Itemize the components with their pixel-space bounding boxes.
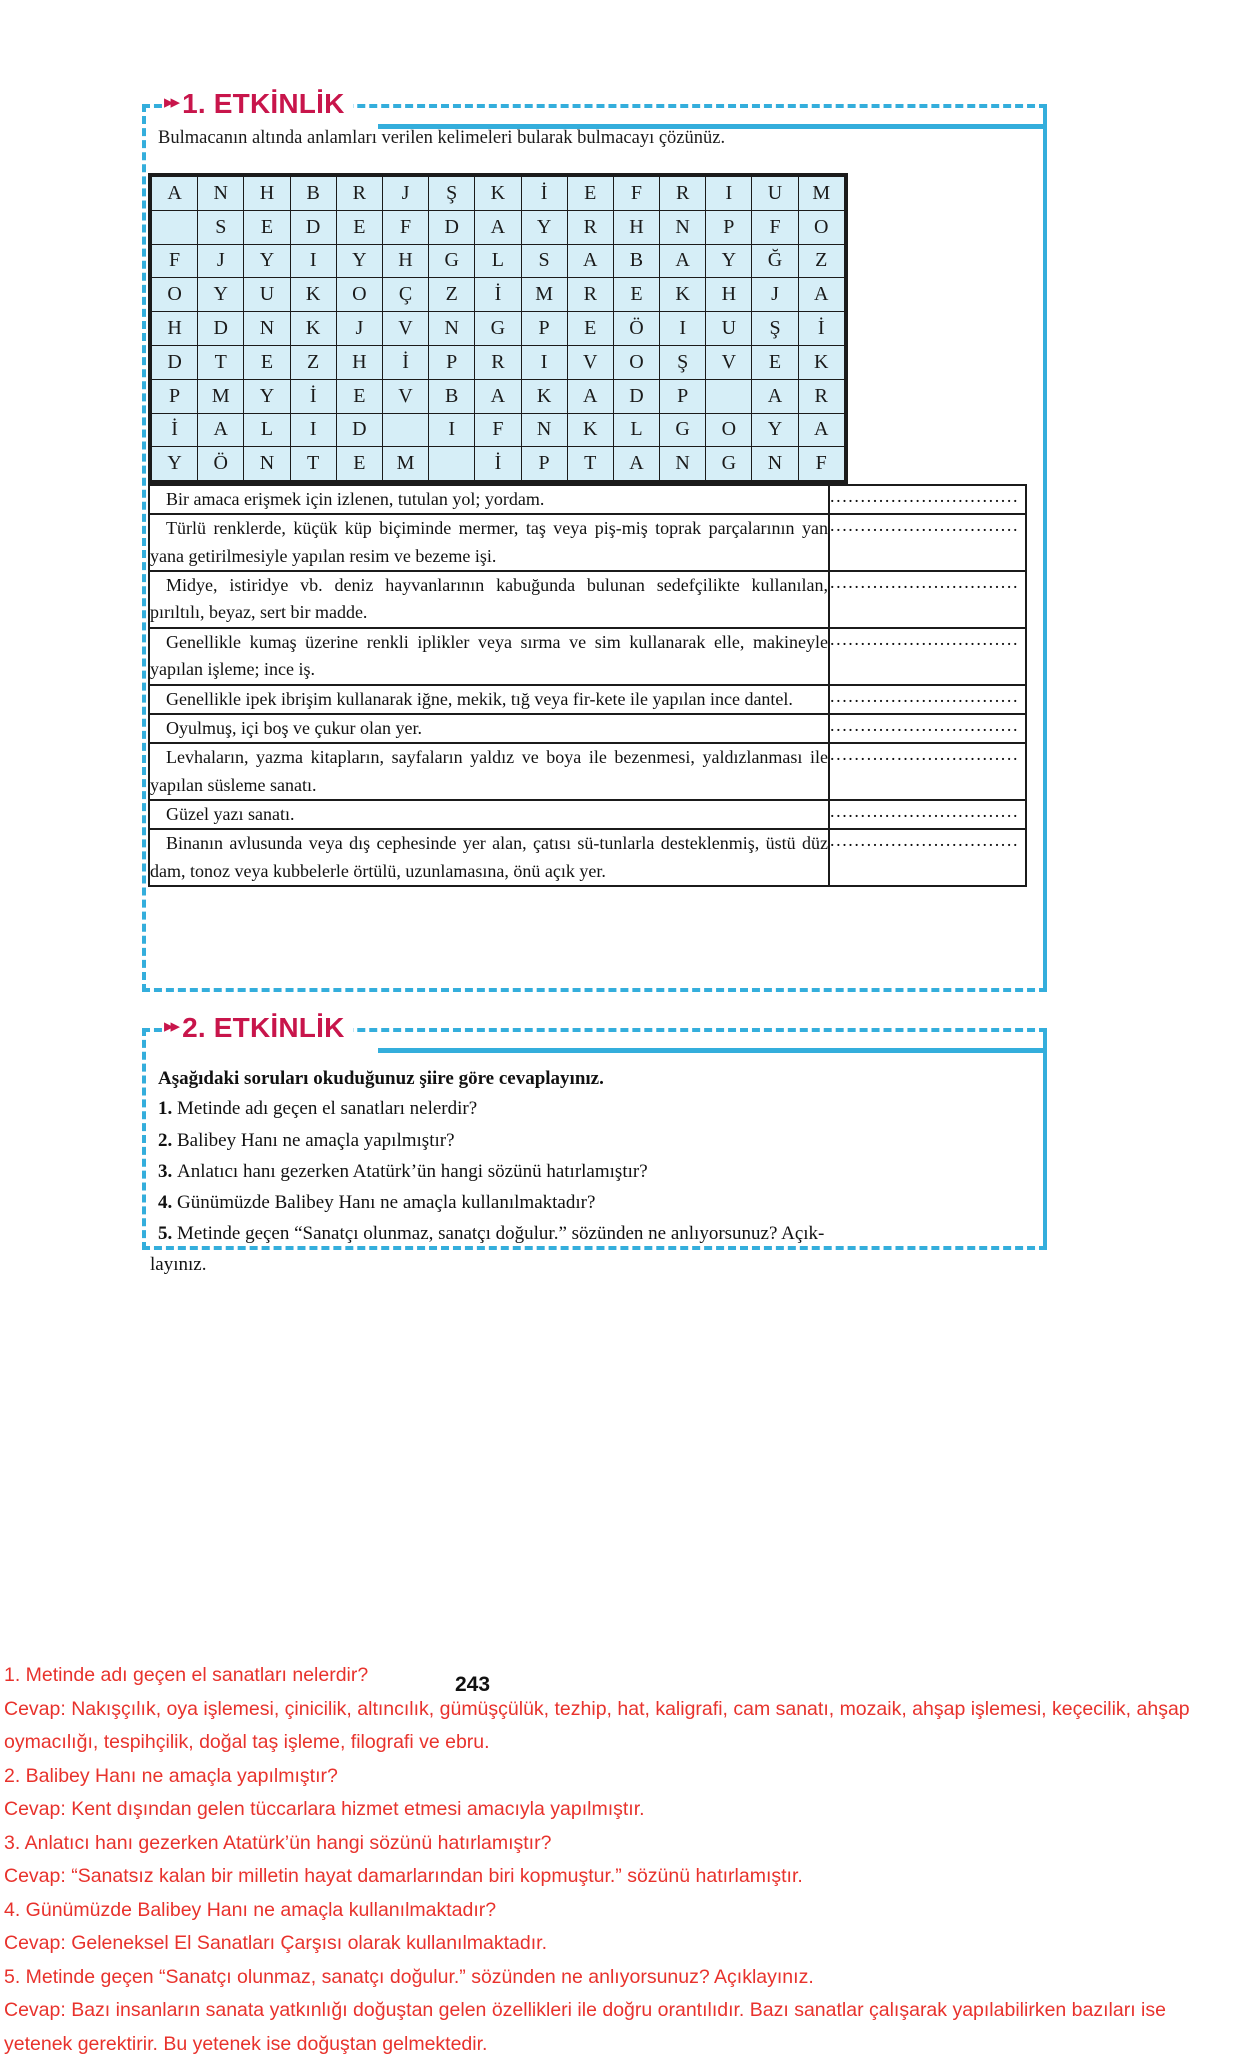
word-search-cell[interactable]: G: [475, 312, 521, 346]
word-search-cell[interactable]: E: [336, 210, 382, 244]
clue-row: [149, 628, 1026, 685]
word-search-cell[interactable]: E: [567, 312, 613, 346]
activity-1-header: [164, 82, 353, 126]
word-search-cell[interactable]: H: [613, 210, 659, 244]
activity-2-title: 2. ETKİNLİK: [182, 1012, 345, 1043]
word-search-cell[interactable]: O: [152, 278, 198, 312]
word-search-cell[interactable]: O: [336, 278, 382, 312]
word-search-row: [152, 177, 845, 211]
clue-definition: Midye, istiridye vb. deniz hayvanlarının kabuğunda bulunan sedefçilikte kullanılan, pırıltılı, beyaz, sert bir madde.: [149, 571, 829, 628]
clue-row: [149, 743, 1026, 800]
clue-definition: Genellikle kumaş üzerine renkli iplikler veya sırma ve sim kullanarak elle, makineyle yapılan işleme; ince iş.: [149, 628, 829, 685]
word-search-cell[interactable]: K: [290, 312, 336, 346]
word-search-row: [152, 278, 845, 312]
word-search-cell[interactable]: O: [706, 413, 752, 447]
word-search-cell[interactable]: L: [244, 413, 290, 447]
clue-table: [148, 484, 1027, 887]
question-text: Metinde adı geçen el sanatları nelerdir?: [177, 1098, 478, 1119]
word-search-cell[interactable]: Y: [706, 244, 752, 278]
clue-answer-blank[interactable]: ...............................: [829, 743, 1026, 800]
word-search-cell[interactable]: A: [567, 244, 613, 278]
clue-definition: Binanın avlusunda veya dış cephesinde yer alan, çatısı sü-tunlarla desteklenmiş, üstü düz dam, tonoz veya kubbelerle örtülü, uzunlamasına, önü açık yer.: [149, 829, 829, 886]
activity-1-frame-right-edge: [1043, 104, 1047, 992]
word-search-cell[interactable]: T: [198, 345, 244, 379]
word-search-cell[interactable]: H: [152, 312, 198, 346]
word-search-cell[interactable]: P: [521, 312, 567, 346]
activity-2-question: [158, 1192, 595, 1214]
word-search-cell[interactable]: Y: [152, 447, 198, 481]
word-search-cell[interactable]: D: [429, 210, 475, 244]
word-search-cell[interactable]: Y: [244, 379, 290, 413]
word-search-cell[interactable]: M: [521, 278, 567, 312]
question-text: Anlatıcı hanı gezerken Atatürk’ün hangi sözünü hatırlamıştır?: [177, 1161, 648, 1182]
word-search-cell[interactable]: S: [198, 210, 244, 244]
answer-key-line: Cevap: Geleneksel El Sanatları Çarşısı olarak kullanılmaktadır.: [4, 1932, 548, 1955]
word-search-cell[interactable]: Ğ: [752, 244, 798, 278]
word-search-cell[interactable]: A: [152, 177, 198, 211]
word-search-cell[interactable]: D: [198, 312, 244, 346]
word-search-cell[interactable]: D: [152, 345, 198, 379]
answer-key-line: Cevap: Nakışçılık, oya işlemesi, çinicilik, altıncılık, gümüşçülük, tezhip, hat, kaligrafi, cam sanatı, mozaik, ahşap işlemesi, keçecilik, ahşap oymacılığı, tespihçilik, doğal taş işleme, filografi ve ebru.: [4, 1697, 1190, 1754]
question-text: Balibey Hanı ne amaçla yapılmıştır?: [177, 1130, 455, 1151]
activity-1-title: 1. ETKİNLİK: [182, 88, 345, 119]
word-search-row: [152, 345, 845, 379]
word-search-cell[interactable]: I: [429, 413, 475, 447]
word-search-cell[interactable]: T: [290, 447, 336, 481]
word-search-grid[interactable]: [148, 173, 848, 484]
word-search-cell[interactable]: F: [475, 413, 521, 447]
word-search-cell[interactable]: G: [660, 413, 706, 447]
clue-answer-blank[interactable]: ...............................: [829, 514, 1026, 571]
answer-key-block: [4, 1659, 1236, 2061]
word-search-cell[interactable]: M: [382, 447, 428, 481]
clue-definition: Oyulmuş, içi boş ve çukur olan yer.: [149, 714, 829, 743]
word-search-cell[interactable]: V: [382, 379, 428, 413]
word-search-cell[interactable]: Y: [198, 278, 244, 312]
word-search-cell[interactable]: Ç: [382, 278, 428, 312]
question-number: 3.: [158, 1161, 177, 1182]
word-search-cell[interactable]: I: [706, 177, 752, 211]
word-search-cell[interactable]: L: [613, 413, 659, 447]
word-search-cell[interactable]: E: [336, 447, 382, 481]
word-search-cell[interactable]: T: [567, 447, 613, 481]
word-search-table[interactable]: [151, 176, 845, 481]
word-search-cell[interactable]: V: [567, 345, 613, 379]
word-search-row: [152, 447, 845, 481]
question-text: Metinde geçen “Sanatçı olunmaz, sanatçı doğulur.” sözünden ne anlıyorsunuz? Açık-: [177, 1223, 825, 1244]
word-search-cell[interactable]: R: [336, 177, 382, 211]
word-search-cell[interactable]: U: [244, 278, 290, 312]
answer-key-line: 2. Balibey Hanı ne amaçla yapılmıştır?: [4, 1764, 338, 1787]
word-search-cell[interactable]: G: [706, 447, 752, 481]
word-search-row: [152, 210, 845, 244]
page-number: 243: [455, 1673, 491, 1696]
word-search-cell[interactable]: A: [660, 244, 706, 278]
word-search-cell[interactable]: J: [198, 244, 244, 278]
clue-row: [149, 485, 1026, 514]
clue-answer-blank[interactable]: ...............................: [829, 685, 1026, 714]
word-search-cell[interactable]: N: [660, 447, 706, 481]
word-search-cell[interactable]: E: [244, 345, 290, 379]
question-text: layınız.: [150, 1254, 207, 1275]
word-search-cell[interactable]: A: [798, 413, 844, 447]
word-search-cell[interactable]: İ: [521, 177, 567, 211]
word-search-cell[interactable]: K: [660, 278, 706, 312]
word-search-cell[interactable]: İ: [475, 278, 521, 312]
clue-answer-blank[interactable]: ...............................: [829, 628, 1026, 685]
word-search-cell[interactable]: Ö: [198, 447, 244, 481]
word-search-cell[interactable]: P: [152, 379, 198, 413]
word-search-cell[interactable]: H: [382, 244, 428, 278]
activity-2-question: [158, 1098, 477, 1120]
question-number: 1.: [158, 1098, 177, 1119]
word-search-cell[interactable]: Ş: [429, 177, 475, 211]
word-search-cell[interactable]: D: [290, 210, 336, 244]
word-search-row: [152, 312, 845, 346]
word-search-cell[interactable]: E: [567, 177, 613, 211]
word-search-row: [152, 379, 845, 413]
word-search-cell[interactable]: Y: [336, 244, 382, 278]
clue-answer-blank[interactable]: ...............................: [829, 714, 1026, 743]
word-search-cell[interactable]: D: [336, 413, 382, 447]
word-search-cell[interactable]: N: [244, 447, 290, 481]
clue-row: [149, 829, 1026, 886]
question-number: 5.: [158, 1223, 177, 1244]
activity-2-question: [158, 1223, 824, 1245]
word-search-cell[interactable]: N: [244, 312, 290, 346]
word-search-cell[interactable]: R: [567, 278, 613, 312]
clue-definition: Güzel yazı sanatı.: [149, 800, 829, 829]
word-search-cell[interactable]: H: [244, 177, 290, 211]
word-search-cell[interactable]: M: [198, 379, 244, 413]
word-search-cell[interactable]: I: [290, 244, 336, 278]
word-search-cell[interactable]: Y: [521, 210, 567, 244]
word-search-cell[interactable]: İ: [290, 379, 336, 413]
word-search-cell[interactable]: I: [290, 413, 336, 447]
word-search-cell[interactable]: V: [382, 312, 428, 346]
word-search-cell[interactable]: I: [660, 312, 706, 346]
word-search-cell[interactable]: R: [567, 210, 613, 244]
word-search-cell[interactable]: E: [336, 379, 382, 413]
word-search-cell[interactable]: A: [198, 413, 244, 447]
word-search-cell[interactable]: N: [429, 312, 475, 346]
word-search-cell[interactable]: H: [706, 278, 752, 312]
word-search-cell[interactable]: D: [613, 379, 659, 413]
word-search-cell[interactable]: Z: [429, 278, 475, 312]
word-search-cell[interactable]: R: [798, 379, 844, 413]
word-search-cell[interactable]: N: [660, 210, 706, 244]
word-search-cell[interactable]: B: [290, 177, 336, 211]
clue-row: [149, 685, 1026, 714]
word-search-cell[interactable]: [706, 379, 752, 413]
clue-definition: Türlü renklerde, küçük küp biçiminde mermer, taş veya piş-miş toprak parçalarının yan yana getirilmesiyle yapılan resim ve bezeme işi.: [149, 514, 829, 571]
clue-row: [149, 571, 1026, 628]
word-search-cell[interactable]: B: [613, 244, 659, 278]
word-search-cell[interactable]: S: [521, 244, 567, 278]
word-search-cell[interactable]: O: [613, 345, 659, 379]
word-search-cell[interactable]: A: [613, 447, 659, 481]
answer-key-line: Cevap: “Sanatsız kalan bir milletin hayat damarlarından biri kopmuştur.” sözünü hatırlamıştır.: [4, 1865, 803, 1888]
word-search-cell[interactable]: U: [706, 312, 752, 346]
word-search-cell[interactable]: F: [382, 210, 428, 244]
word-search-cell[interactable]: E: [752, 345, 798, 379]
answer-key-line: 3. Anlatıcı hanı gezerken Atatürk’ün hangi sözünü hatırlamıştır?: [4, 1831, 552, 1854]
activity-2-frame-right-edge: [1043, 1028, 1047, 1250]
answer-key-line: 4. Günümüzde Balibey Hanı ne amaçla kullanılmaktadır?: [4, 1898, 497, 1921]
clue-row: [149, 800, 1026, 829]
activity-2-question: [158, 1161, 648, 1183]
word-search-cell[interactable]: Ş: [752, 312, 798, 346]
word-search-cell[interactable]: M: [798, 177, 844, 211]
word-search-cell[interactable]: I: [521, 345, 567, 379]
word-search-cell[interactable]: [382, 413, 428, 447]
word-search-cell[interactable]: P: [660, 379, 706, 413]
word-search-cell[interactable]: N: [521, 413, 567, 447]
answer-key-line: 1. Metinde adı geçen el sanatları nelerdir?: [4, 1664, 369, 1686]
word-search-cell[interactable]: İ: [475, 447, 521, 481]
word-search-cell[interactable]: V: [706, 345, 752, 379]
word-search-cell[interactable]: E: [244, 210, 290, 244]
double-arrow-icon: ▸▸: [164, 1015, 178, 1037]
answer-key-line: 5. Metinde geçen “Sanatçı olunmaz, sanatçı doğulur.” sözünden ne anlıyorsunuz? Açıklayınız.: [4, 1965, 814, 1988]
clue-answer-blank[interactable]: ...............................: [829, 571, 1026, 628]
word-search-cell[interactable]: K: [798, 345, 844, 379]
word-search-cell[interactable]: K: [521, 379, 567, 413]
activity-1-instruction: Bulmacanın altında anlamları verilen kelimeleri bularak bulmacayı çözünüz.: [158, 128, 726, 148]
clue-row: [149, 714, 1026, 743]
word-search-cell[interactable]: R: [660, 177, 706, 211]
word-search-cell[interactable]: A: [752, 379, 798, 413]
word-search-cell[interactable]: İ: [382, 345, 428, 379]
question-number: 2.: [158, 1130, 177, 1151]
word-search-cell[interactable]: H: [336, 345, 382, 379]
clue-definition: Genellikle ipek ibrişim kullanarak iğne, mekik, tığ veya fir-kete ile yapılan ince dantel.: [149, 685, 829, 714]
question-number: 4.: [158, 1192, 177, 1213]
word-search-cell[interactable]: J: [336, 312, 382, 346]
word-search-cell[interactable]: J: [382, 177, 428, 211]
word-search-cell[interactable]: F: [798, 447, 844, 481]
activity-2-title-rule: [378, 1048, 1047, 1053]
word-search-cell[interactable]: Ş: [660, 345, 706, 379]
word-search-cell[interactable]: K: [475, 177, 521, 211]
word-search-cell[interactable]: A: [798, 278, 844, 312]
word-search-cell[interactable]: Ö: [613, 312, 659, 346]
word-search-cell[interactable]: F: [613, 177, 659, 211]
word-search-cell[interactable]: L: [475, 244, 521, 278]
clue-answer-blank[interactable]: ...............................: [829, 829, 1026, 886]
word-search-cell[interactable]: Z: [798, 244, 844, 278]
word-search-cell[interactable]: [429, 447, 475, 481]
clue-answer-blank[interactable]: ...............................: [829, 485, 1026, 514]
word-search-cell[interactable]: K: [567, 413, 613, 447]
word-search-cell[interactable]: İ: [798, 312, 844, 346]
word-search-cell[interactable]: B: [429, 379, 475, 413]
word-search-cell[interactable]: İ: [152, 413, 198, 447]
word-search-cell[interactable]: P: [429, 345, 475, 379]
answer-key-line: Cevap: Bazı insanların sanata yatkınlığı doğuştan gelen özellikleri ile doğru orantılıdır. Bazı sanatlar çalışarak yapılabilirken bazıları ise yetenek gerektirir. Bu yetenek ise doğuştan gelmektedir.: [4, 1999, 1166, 2055]
clue-row: [149, 514, 1026, 571]
word-search-cell[interactable]: Y: [752, 413, 798, 447]
word-search-cell[interactable]: E: [613, 278, 659, 312]
word-search-cell[interactable]: P: [521, 447, 567, 481]
word-search-cell[interactable]: P: [706, 210, 752, 244]
word-search-cell[interactable]: J: [752, 278, 798, 312]
clue-definition: Levhaların, yazma kitapların, sayfaların yaldız ve boya ile bezenmesi, yaldızlanması ile yapılan süsleme sanatı.: [149, 743, 829, 800]
word-search-cell[interactable]: A: [567, 379, 613, 413]
word-search-cell[interactable]: Y: [244, 244, 290, 278]
word-search-cell[interactable]: G: [429, 244, 475, 278]
activity-2-question: [158, 1130, 455, 1152]
clue-answer-blank[interactable]: ...............................: [829, 800, 1026, 829]
word-search-cell[interactable]: [152, 210, 198, 244]
word-search-row: [152, 244, 845, 278]
word-search-cell[interactable]: N: [198, 177, 244, 211]
word-search-cell[interactable]: A: [475, 379, 521, 413]
activity-2-lead-instruction: Aşağıdaki soruları okuduğunuz şiire göre cevaplayınız.: [158, 1068, 604, 1089]
word-search-row: [152, 413, 845, 447]
word-search-cell[interactable]: F: [152, 244, 198, 278]
activity-2-question: [150, 1254, 206, 1276]
word-search-cell[interactable]: F: [752, 210, 798, 244]
question-text: Günümüzde Balibey Hanı ne amaçla kullanılmaktadır?: [177, 1192, 596, 1213]
word-search-cell[interactable]: U: [752, 177, 798, 211]
word-search-cell[interactable]: R: [475, 345, 521, 379]
word-search-cell[interactable]: O: [798, 210, 844, 244]
activity-2-header: [164, 1006, 353, 1050]
word-search-cell[interactable]: A: [475, 210, 521, 244]
word-search-cell[interactable]: Z: [290, 345, 336, 379]
word-search-cell[interactable]: K: [290, 278, 336, 312]
answer-key-line: Cevap: Kent dışından gelen tüccarlara hizmet etmesi amacıyla yapılmıştır.: [4, 1798, 645, 1821]
double-arrow-icon: ▸▸: [164, 91, 178, 113]
word-search-cell[interactable]: N: [752, 447, 798, 481]
clue-definition: Bir amaca erişmek için izlenen, tutulan yol; yordam.: [149, 485, 829, 514]
